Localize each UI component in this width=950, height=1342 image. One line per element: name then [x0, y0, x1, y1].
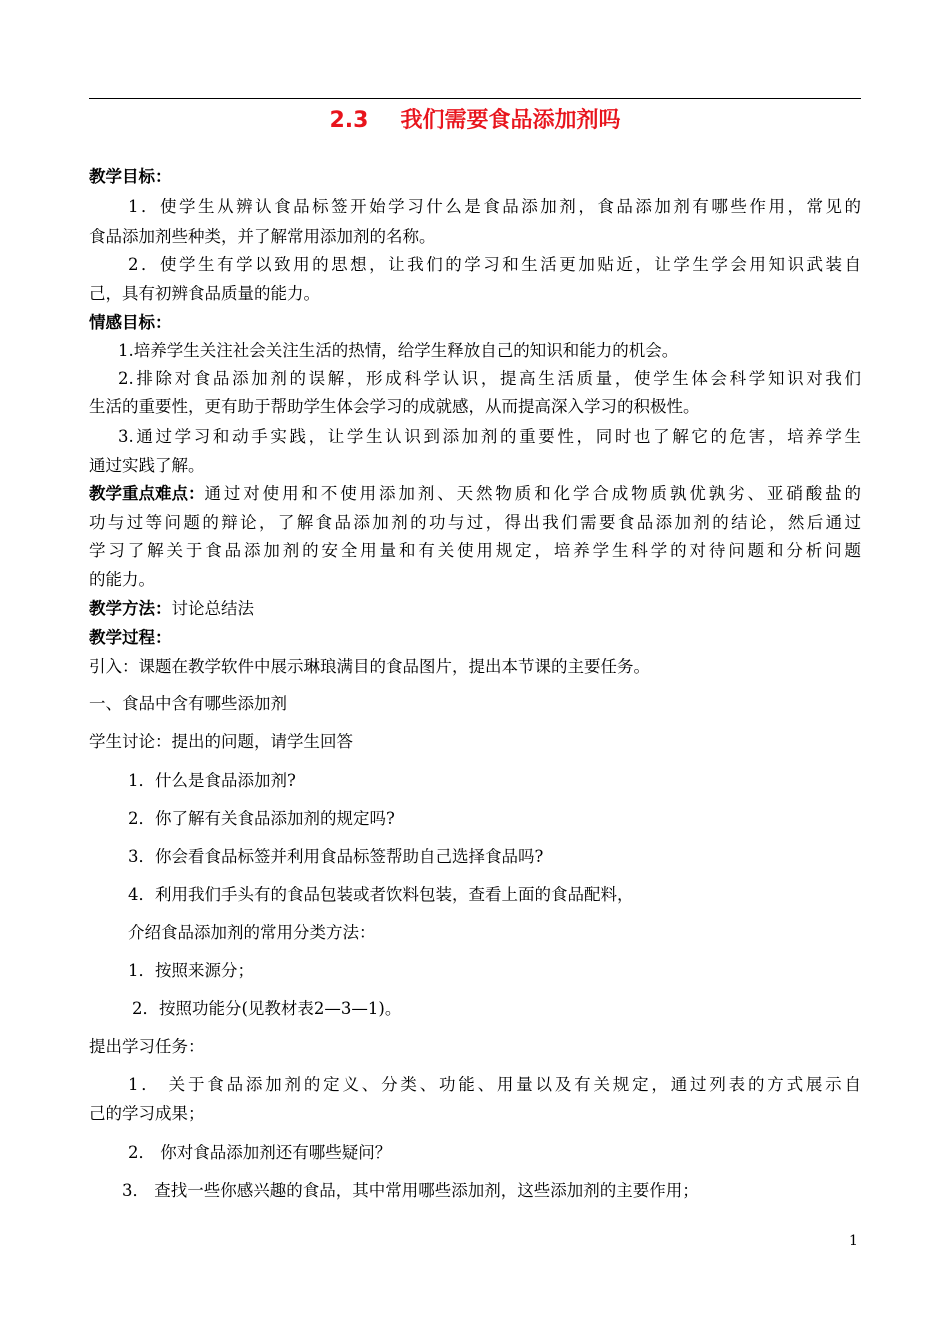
key-points-line-3: 学习了解关于食品添加剂的安全用量和有关使用规定，培养学生科学的对待问题和分析问题: [89, 541, 861, 560]
classify-intro: 介绍食品添加剂的常用分类方法：: [128, 923, 376, 942]
key-points-text-1: 通过对使用和不使用添加剂、天然物质和化学合成物质孰优孰劣、亚硝酸盐的: [204, 484, 861, 503]
method-line: [89, 598, 861, 620]
heading-method: 教学方法：: [89, 599, 172, 618]
goal-1-line-1: 1．使学生从辨认食品标签开始学习什么是食品添加剂，食品添加剂有哪些作用，常见的: [128, 197, 861, 216]
title-text: 我们需要食品添加剂吗: [400, 108, 621, 133]
heading-emotion-goal: 情感目标：: [89, 313, 172, 332]
task-1-line-1: 1． 关于食品添加剂的定义、分类、功能、用量以及有关规定，通过列表的方式展示自: [128, 1075, 861, 1094]
question-2: 2．你了解有关食品添加剂的规定吗?: [128, 809, 395, 828]
tasks-heading: 提出学习任务：: [89, 1037, 205, 1056]
method-text: 讨论总结法: [171, 599, 254, 618]
task-1-line-2: 己的学习成果；: [89, 1104, 205, 1123]
page-number: 1: [849, 1233, 858, 1249]
goal-2-line-2: 己，具有初辨食品质量的能力。: [89, 284, 320, 303]
section-1-heading: 一、食品中含有哪些添加剂: [89, 694, 287, 713]
task-3: 3． 查找一些你感兴趣的食品，其中常用哪些添加剂，这些添加剂的主要作用；: [122, 1181, 699, 1200]
heading-teaching-goal: 教学目标：: [89, 167, 172, 186]
header-rule: [89, 98, 861, 99]
emotion-2-line-1: 2.排除对食品添加剂的误解，形成科学认识，提高生活质量，使学生体会科学知识对我们: [118, 369, 861, 388]
key-points-line-4: 的能力。: [89, 570, 155, 589]
emotion-3-line-2: 通过实践了解。: [89, 456, 205, 475]
heading-key-points: 教学重点难点：: [89, 484, 205, 503]
key-points-line-1: [89, 483, 861, 505]
question-3: 3．你会看食品标签并利用食品标签帮助自己选择食品吗?: [128, 847, 544, 866]
task-2: 2． 你对食品添加剂还有哪些疑问？: [128, 1143, 392, 1162]
emotion-2-line-2: 生活的重要性，更有助于帮助学生体会学习的成就感，从而提高深入学习的积极性。: [89, 397, 700, 416]
goal-2-line-1: 2．使学生有学以致用的思想，让我们的学习和生活更加贴近，让学生学会用知识武装自: [128, 255, 861, 274]
title-number: 2.3: [329, 108, 369, 133]
emotion-1: 1.培养学生关注社会关注生活的热情，给学生释放自己的知识和能力的机会。: [118, 341, 679, 360]
goal-1-line-2: 食品添加剂些种类，并了解常用添加剂的名称。: [89, 227, 436, 246]
heading-process: 教学过程：: [89, 628, 172, 647]
discussion-line: 学生讨论：提出的问题，请学生回答: [89, 732, 353, 751]
intro-line: 引入：课题在教学软件中展示琳琅满目的食品图片，提出本节课的主要任务。: [89, 657, 650, 676]
question-4: 4．利用我们手头有的食品包装或者饮料包装，查看上面的食品配料，: [128, 885, 634, 904]
emotion-3-line-1: 3.通过学习和动手实践，让学生认识到添加剂的重要性，同时也了解它的危害，培养学生: [118, 427, 861, 446]
classify-1: 1．按照来源分；: [128, 961, 254, 980]
classify-2: 2．按照功能分(见教材表2—3—1)。: [132, 999, 402, 1018]
page-title: [0, 105, 950, 137]
key-points-line-2: 功与过等问题的辩论，了解食品添加剂的功与过，得出我们需要食品添加剂的结论，然后通过: [89, 513, 861, 532]
question-1: 1．什么是食品添加剂?: [128, 771, 296, 790]
